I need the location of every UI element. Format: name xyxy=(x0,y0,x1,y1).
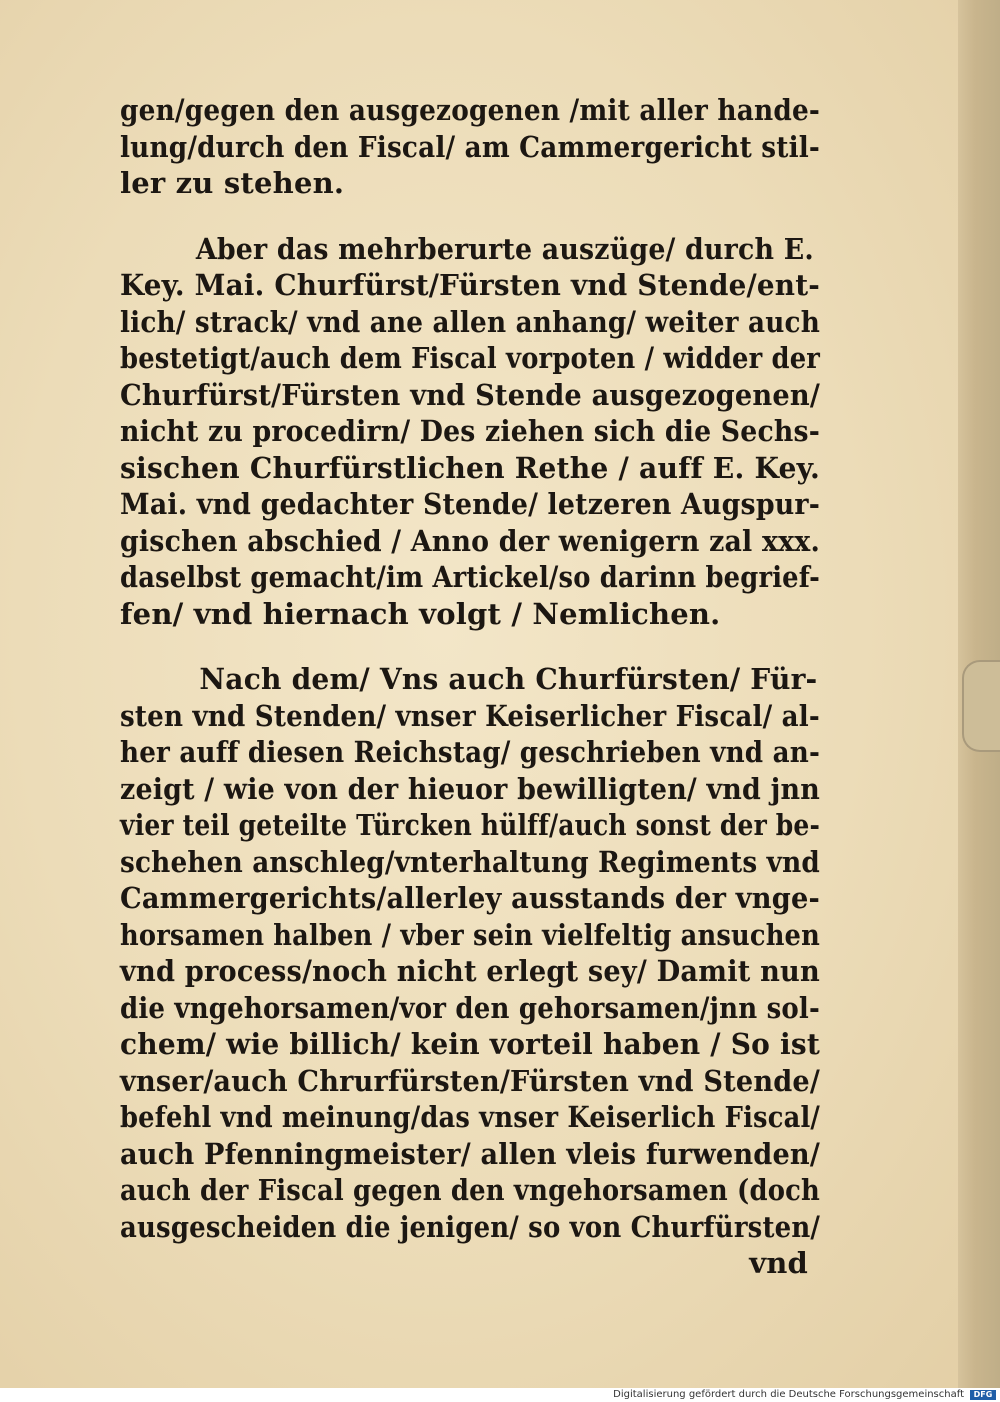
text-line: die vngehorsamen/vor den gehorsamen/jnn sol- xyxy=(120,990,820,1025)
paragraph-3 xyxy=(120,661,820,1282)
paragraph-2 xyxy=(120,231,820,633)
text-line: Cammergerichts/allerley ausstands der vnge- xyxy=(120,881,820,915)
text-line: Nach dem/ Vns auch Churfürsten/ Für- xyxy=(199,662,818,696)
text-line: Aber das mehrberurte auszüge/ durch E. xyxy=(195,231,814,266)
text-line: ausgescheiden die jenigen/ so von Churfürsten/ xyxy=(120,1209,821,1244)
text-line: auch der Fiscal gegen den vngehorsamen (doch xyxy=(120,1173,821,1207)
text-line: vnser/auch Chrurfürsten/Fürsten vnd Stende/ xyxy=(120,1063,820,1098)
text-line: Churfürst/Fürsten vnd Stende ausgezogenen/ xyxy=(120,377,821,412)
text-line: Key. Mai. Churfürst/Fürsten vnd Stende/ent- xyxy=(120,268,820,302)
catchword: vnd xyxy=(749,1246,808,1280)
text-line: bestetigt/auch dem Fiscal vorpoten / widder der xyxy=(120,341,821,375)
paragraph-1 xyxy=(120,92,820,202)
text-line: ler zu stehen. xyxy=(120,166,345,200)
text-line: chem/ wie billich/ kein vorteil haben / So ist xyxy=(120,1027,820,1061)
text-line: lich/ strack/ vnd ane allen anhang/ weiter auch xyxy=(120,304,820,339)
text-line: befehl vnd meinung/das vnser Keiserlich Fiscal/ xyxy=(120,1100,820,1134)
text-line: auch Pfenningmeister/ allen vleis furwenden/ xyxy=(120,1136,820,1171)
text-line: gen/gegen den ausgezogenen /mit aller hande- xyxy=(120,93,821,127)
page-tab-flap xyxy=(962,660,1000,752)
text-line: vnd process/noch nicht erlegt sey/ Damit nun xyxy=(120,954,820,988)
text-line: daselbst gemacht/im Artickel/so darinn begrief- xyxy=(120,560,820,594)
body-text xyxy=(120,92,820,1282)
text-line: fen/ vnd hiernach volgt / Nemlichen. xyxy=(120,596,721,631)
footer-credit: Digitalisierung gefördert durch die Deutsche Forschungsgemeinschaft xyxy=(613,1389,964,1400)
text-line: horsamen halben / vber sein vielfeltig ansuchen xyxy=(120,917,820,952)
text-line: lung/durch den Fiscal/ am Cammergericht stil- xyxy=(120,129,821,164)
text-line: gischen abschied / Anno der wenigern zal xxx. xyxy=(120,523,821,558)
dfg-logo: DFG xyxy=(970,1390,996,1400)
text-line: vier teil geteilte Türcken hülff/auch sonst der be- xyxy=(120,808,821,842)
text-line: schehen anschleg/vnterhaltung Regiments vnd xyxy=(120,844,820,879)
text-line: sten vnd Stenden/ vnser Keiserlicher Fiscal/ al- xyxy=(120,698,820,733)
text-line: sischen Churfürstlichen Rethe / auff E. Key. xyxy=(120,450,821,485)
text-line: nicht zu procedirn/ Des ziehen sich die Sechs- xyxy=(120,414,821,448)
text-line: her auff diesen Reichstag/ geschrieben vnd an- xyxy=(120,735,821,769)
text-line: Mai. vnd gedachter Stende/ letzeren Augspur- xyxy=(120,487,821,521)
text-line: zeigt / wie von der hieuor bewilligten/ vnd jnn xyxy=(120,771,820,806)
